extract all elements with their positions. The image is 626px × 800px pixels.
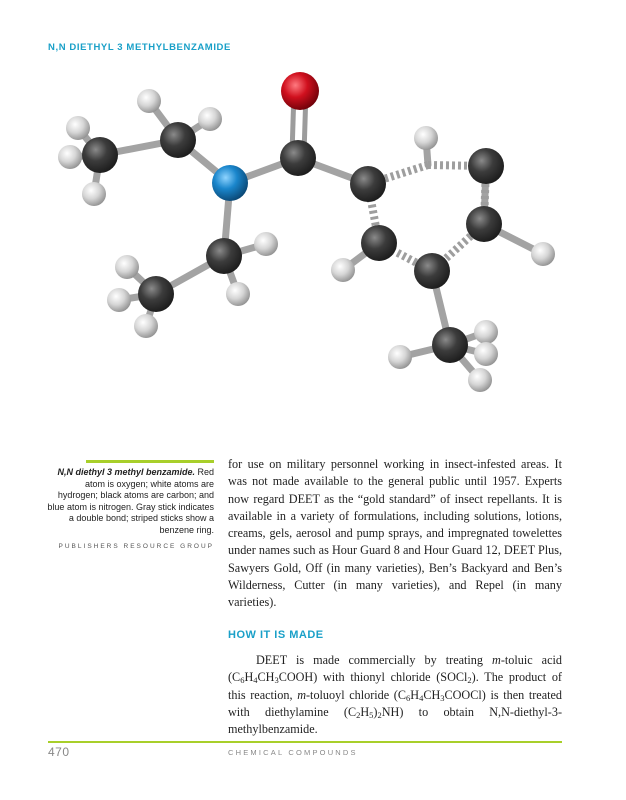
figure-caption — [44, 467, 214, 552]
section-heading: HOW IT IS MADE — [228, 629, 324, 641]
footer-rule — [48, 741, 562, 743]
book-title: CHEMICAL COMPOUNDS — [228, 748, 358, 757]
body-paragraph-1: for use on military personnel working in insect-infested areas. It was not made available to the general public until 1957. Experts now regard DEET as the “gold standard” of insect repellants. It is available in a variety of formulations, including solutions, lotions, creams, gels, aerosol and pump sprays, and impregnated towelettes under names such as Hour Guard 8 and Hour Guard 12, DEET Plus, Sawyers Gold, Off (in many varieties), Ben’s Backyard and Ben’s Wilderness, Cutter (in many varieties), and Repel (in many varieties). — [228, 457, 562, 610]
molecule-figure — [48, 62, 562, 452]
caption-rule — [86, 460, 214, 463]
body-paragraph-2: DEET is made commercially by treating m-toluic acid $(C_6H_4CH_3COOH)$ with thionyl chloride (SOCl$_2$). The product of this reaction, m-toluoyl chloride $(C_6H_4CH_3COOCl)$ is then treated with diethylamine $(C_2H_5)_2NH$) to obtain N,N-diethyl-3-methylbenzamide. — [228, 653, 563, 737]
page-number: 470 — [48, 745, 70, 759]
caption-title: N,N diethyl 3 methyl benzamide. — [57, 467, 195, 477]
photo-credit: PUBLISHERS RESOURCE GROUP — [58, 542, 214, 550]
caption-text: Red atom is oxygen; white atoms are hydrogen; black atoms are carbon; and blue atom is nitrogen. Gray stick indicates a double bond; striped sticks show a benzene ring. — [47, 467, 214, 535]
running-head: N,N DIETHYL 3 METHYLBENZAMIDE — [48, 42, 231, 53]
nitrogen-atom — [212, 165, 248, 201]
oxygen-atom — [281, 72, 319, 110]
